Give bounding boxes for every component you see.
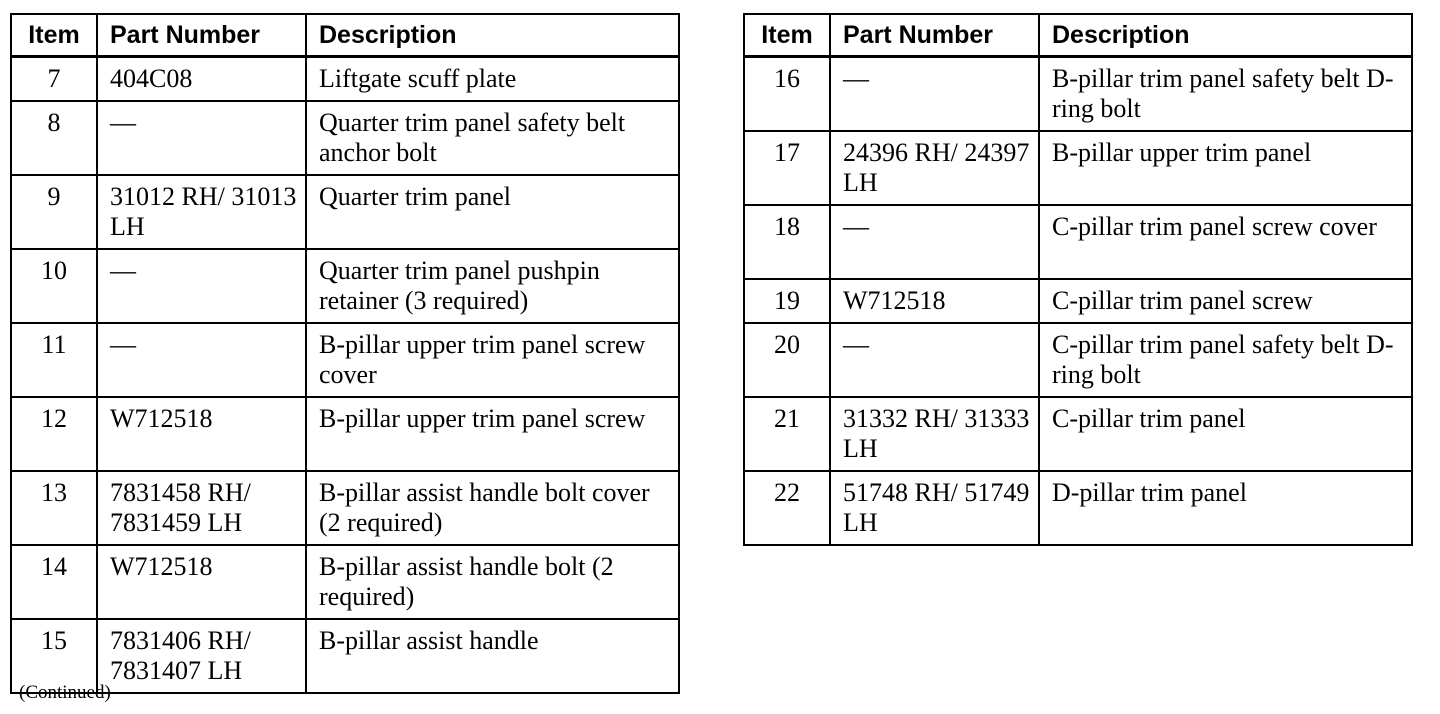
part-number: 7831406 RH/ 7831407 LH bbox=[97, 619, 306, 693]
table-row bbox=[744, 205, 1412, 279]
table-row bbox=[744, 57, 1412, 132]
table-header-row bbox=[11, 14, 679, 57]
item-number: 17 bbox=[744, 131, 830, 205]
description: C-pillar trim panel safety belt D-ring bolt bbox=[1039, 323, 1412, 397]
part-number: 51748 RH/ 51749 LH bbox=[830, 471, 1039, 545]
table-row bbox=[11, 249, 679, 323]
table-row bbox=[11, 397, 679, 471]
description: D-pillar trim panel bbox=[1039, 471, 1412, 545]
table-row bbox=[744, 279, 1412, 323]
item-number: 16 bbox=[744, 57, 830, 132]
part-number: — bbox=[830, 205, 1039, 279]
description: B-pillar upper trim panel bbox=[1039, 131, 1412, 205]
item-number: 19 bbox=[744, 279, 830, 323]
item-number: 13 bbox=[11, 471, 97, 545]
part-number: — bbox=[830, 57, 1039, 132]
table-header-row bbox=[744, 14, 1412, 57]
part-number: — bbox=[97, 323, 306, 397]
item-number: 18 bbox=[744, 205, 830, 279]
header-description: Description bbox=[306, 14, 679, 57]
part-number: 31332 RH/ 31333 LH bbox=[830, 397, 1039, 471]
item-number: 12 bbox=[11, 397, 97, 471]
item-number: 11 bbox=[11, 323, 97, 397]
item-number: 9 bbox=[11, 175, 97, 249]
continued-note: (Continued) bbox=[19, 682, 111, 703]
item-number: 22 bbox=[744, 471, 830, 545]
table-row bbox=[744, 397, 1412, 471]
table-row bbox=[11, 175, 679, 249]
description: B-pillar upper trim panel screw bbox=[306, 397, 679, 471]
part-number: 31012 RH/ 31013 LH bbox=[97, 175, 306, 249]
item-number: 15 bbox=[11, 619, 97, 693]
part-number: — bbox=[830, 323, 1039, 397]
description: C-pillar trim panel screw cover bbox=[1039, 205, 1412, 279]
part-number: W712518 bbox=[97, 545, 306, 619]
part-number: W712518 bbox=[97, 397, 306, 471]
description: B-pillar trim panel safety belt D-ring bolt bbox=[1039, 57, 1412, 132]
part-number: 7831458 RH/ 7831459 LH bbox=[97, 471, 306, 545]
table-row bbox=[744, 471, 1412, 545]
header-description: Description bbox=[1039, 14, 1412, 57]
description: Quarter trim panel bbox=[306, 175, 679, 249]
description: Liftgate scuff plate bbox=[306, 57, 679, 102]
item-number: 14 bbox=[11, 545, 97, 619]
table-row bbox=[11, 57, 679, 102]
parts-table-left bbox=[10, 13, 680, 694]
description: C-pillar trim panel screw bbox=[1039, 279, 1412, 323]
table-row bbox=[11, 101, 679, 175]
header-item: Item bbox=[744, 14, 830, 57]
description: B-pillar upper trim panel screw cover bbox=[306, 323, 679, 397]
table-row bbox=[744, 131, 1412, 205]
part-number: W712518 bbox=[830, 279, 1039, 323]
part-number: — bbox=[97, 249, 306, 323]
description: B-pillar assist handle bolt (2 required) bbox=[306, 545, 679, 619]
item-number: 20 bbox=[744, 323, 830, 397]
item-number: 21 bbox=[744, 397, 830, 471]
part-number: 24396 RH/ 24397 LH bbox=[830, 131, 1039, 205]
item-number: 8 bbox=[11, 101, 97, 175]
table-row bbox=[11, 545, 679, 619]
header-item: Item bbox=[11, 14, 97, 57]
part-number: — bbox=[97, 101, 306, 175]
description: B-pillar assist handle bolt cover (2 required) bbox=[306, 471, 679, 545]
parts-table-right bbox=[743, 13, 1413, 546]
part-number: 404C08 bbox=[97, 57, 306, 102]
item-number: 10 bbox=[11, 249, 97, 323]
table-row bbox=[11, 323, 679, 397]
table-row bbox=[11, 471, 679, 545]
item-number: 7 bbox=[11, 57, 97, 102]
description: B-pillar assist handle bbox=[306, 619, 679, 693]
table-row bbox=[744, 323, 1412, 397]
table-row bbox=[11, 619, 679, 693]
description: C-pillar trim panel bbox=[1039, 397, 1412, 471]
header-part-number: Part Number bbox=[830, 14, 1039, 57]
header-part-number: Part Number bbox=[97, 14, 306, 57]
description: Quarter trim panel safety belt anchor bolt bbox=[306, 101, 679, 175]
description: Quarter trim panel pushpin retainer (3 required) bbox=[306, 249, 679, 323]
